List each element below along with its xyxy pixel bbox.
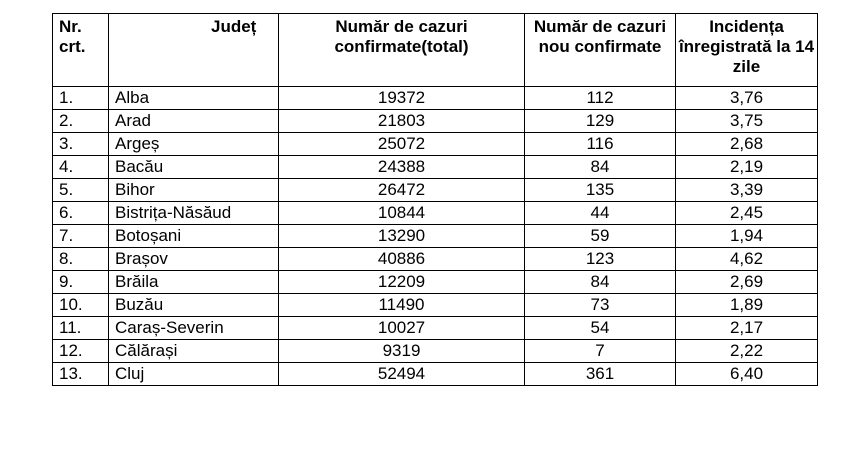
- table-row: [53, 271, 818, 294]
- cell-judet: Bistrița-Năsăud: [109, 202, 279, 225]
- cell-total-cases: 11490: [279, 294, 525, 317]
- cell-new-cases: 7: [525, 340, 676, 363]
- cell-nr: 11.: [53, 317, 109, 340]
- cell-nr: 10.: [53, 294, 109, 317]
- covid-cases-table: [52, 13, 818, 386]
- table-row: [53, 317, 818, 340]
- cell-total-cases: 52494: [279, 363, 525, 386]
- cell-incidence: 4,62: [676, 248, 818, 271]
- cell-new-cases: 116: [525, 133, 676, 156]
- table-header: [53, 14, 818, 87]
- cell-judet: Bacău: [109, 156, 279, 179]
- cell-incidence: 3,76: [676, 87, 818, 110]
- cell-incidence: 6,40: [676, 363, 818, 386]
- cell-new-cases: 73: [525, 294, 676, 317]
- cell-judet: Caraș-Severin: [109, 317, 279, 340]
- cell-new-cases: 54: [525, 317, 676, 340]
- cell-nr: 1.: [53, 87, 109, 110]
- cell-total-cases: 9319: [279, 340, 525, 363]
- cell-judet: Arad: [109, 110, 279, 133]
- cell-total-cases: 10027: [279, 317, 525, 340]
- cell-nr: 8.: [53, 248, 109, 271]
- cell-incidence: 2,17: [676, 317, 818, 340]
- cell-new-cases: 123: [525, 248, 676, 271]
- cell-judet: Botoșani: [109, 225, 279, 248]
- cell-total-cases: 24388: [279, 156, 525, 179]
- table-row: [53, 87, 818, 110]
- table-row: [53, 294, 818, 317]
- cell-new-cases: 84: [525, 271, 676, 294]
- table-row: [53, 110, 818, 133]
- table-row: [53, 202, 818, 225]
- cell-judet: Buzău: [109, 294, 279, 317]
- cell-new-cases: 59: [525, 225, 676, 248]
- table-row: [53, 225, 818, 248]
- cell-new-cases: 112: [525, 87, 676, 110]
- table-body: [53, 87, 818, 386]
- cell-total-cases: 40886: [279, 248, 525, 271]
- cell-incidence: 3,75: [676, 110, 818, 133]
- cell-nr: 6.: [53, 202, 109, 225]
- cell-nr: 13.: [53, 363, 109, 386]
- cell-incidence: 1,89: [676, 294, 818, 317]
- header-new-cases: Număr de cazuri nou confirmate: [525, 14, 676, 87]
- cell-total-cases: 26472: [279, 179, 525, 202]
- cell-nr: 2.: [53, 110, 109, 133]
- cell-judet: Brașov: [109, 248, 279, 271]
- cell-total-cases: 10844: [279, 202, 525, 225]
- cell-total-cases: 25072: [279, 133, 525, 156]
- cell-nr: 7.: [53, 225, 109, 248]
- cell-judet: Călărași: [109, 340, 279, 363]
- cell-nr: 5.: [53, 179, 109, 202]
- cell-new-cases: 129: [525, 110, 676, 133]
- cell-new-cases: 44: [525, 202, 676, 225]
- cell-judet: Argeș: [109, 133, 279, 156]
- cell-nr: 9.: [53, 271, 109, 294]
- cell-new-cases: 361: [525, 363, 676, 386]
- cell-nr: 4.: [53, 156, 109, 179]
- table-row: [53, 133, 818, 156]
- cell-incidence: 2,68: [676, 133, 818, 156]
- cell-total-cases: 13290: [279, 225, 525, 248]
- cell-judet: Bihor: [109, 179, 279, 202]
- cell-judet: Cluj: [109, 363, 279, 386]
- header-nr: Nr. crt.: [53, 14, 109, 87]
- cell-total-cases: 12209: [279, 271, 525, 294]
- table-row: [53, 340, 818, 363]
- cell-nr: 3.: [53, 133, 109, 156]
- cell-nr: 12.: [53, 340, 109, 363]
- cell-new-cases: 135: [525, 179, 676, 202]
- header-total-cases: Număr de cazuri confirmate(total): [279, 14, 525, 87]
- header-judet: Județ: [109, 14, 279, 87]
- header-row: [53, 14, 818, 87]
- cell-incidence: 2,19: [676, 156, 818, 179]
- cell-incidence: 2,45: [676, 202, 818, 225]
- header-incidence: Incidența înregistrată la 14 zile: [676, 14, 818, 87]
- cell-incidence: 2,22: [676, 340, 818, 363]
- cell-total-cases: 21803: [279, 110, 525, 133]
- cell-incidence: 2,69: [676, 271, 818, 294]
- cell-judet: Alba: [109, 87, 279, 110]
- cell-incidence: 3,39: [676, 179, 818, 202]
- cell-total-cases: 19372: [279, 87, 525, 110]
- table-row: [53, 363, 818, 386]
- cell-incidence: 1,94: [676, 225, 818, 248]
- cell-judet: Brăila: [109, 271, 279, 294]
- table-row: [53, 156, 818, 179]
- cell-new-cases: 84: [525, 156, 676, 179]
- table-row: [53, 248, 818, 271]
- table-row: [53, 179, 818, 202]
